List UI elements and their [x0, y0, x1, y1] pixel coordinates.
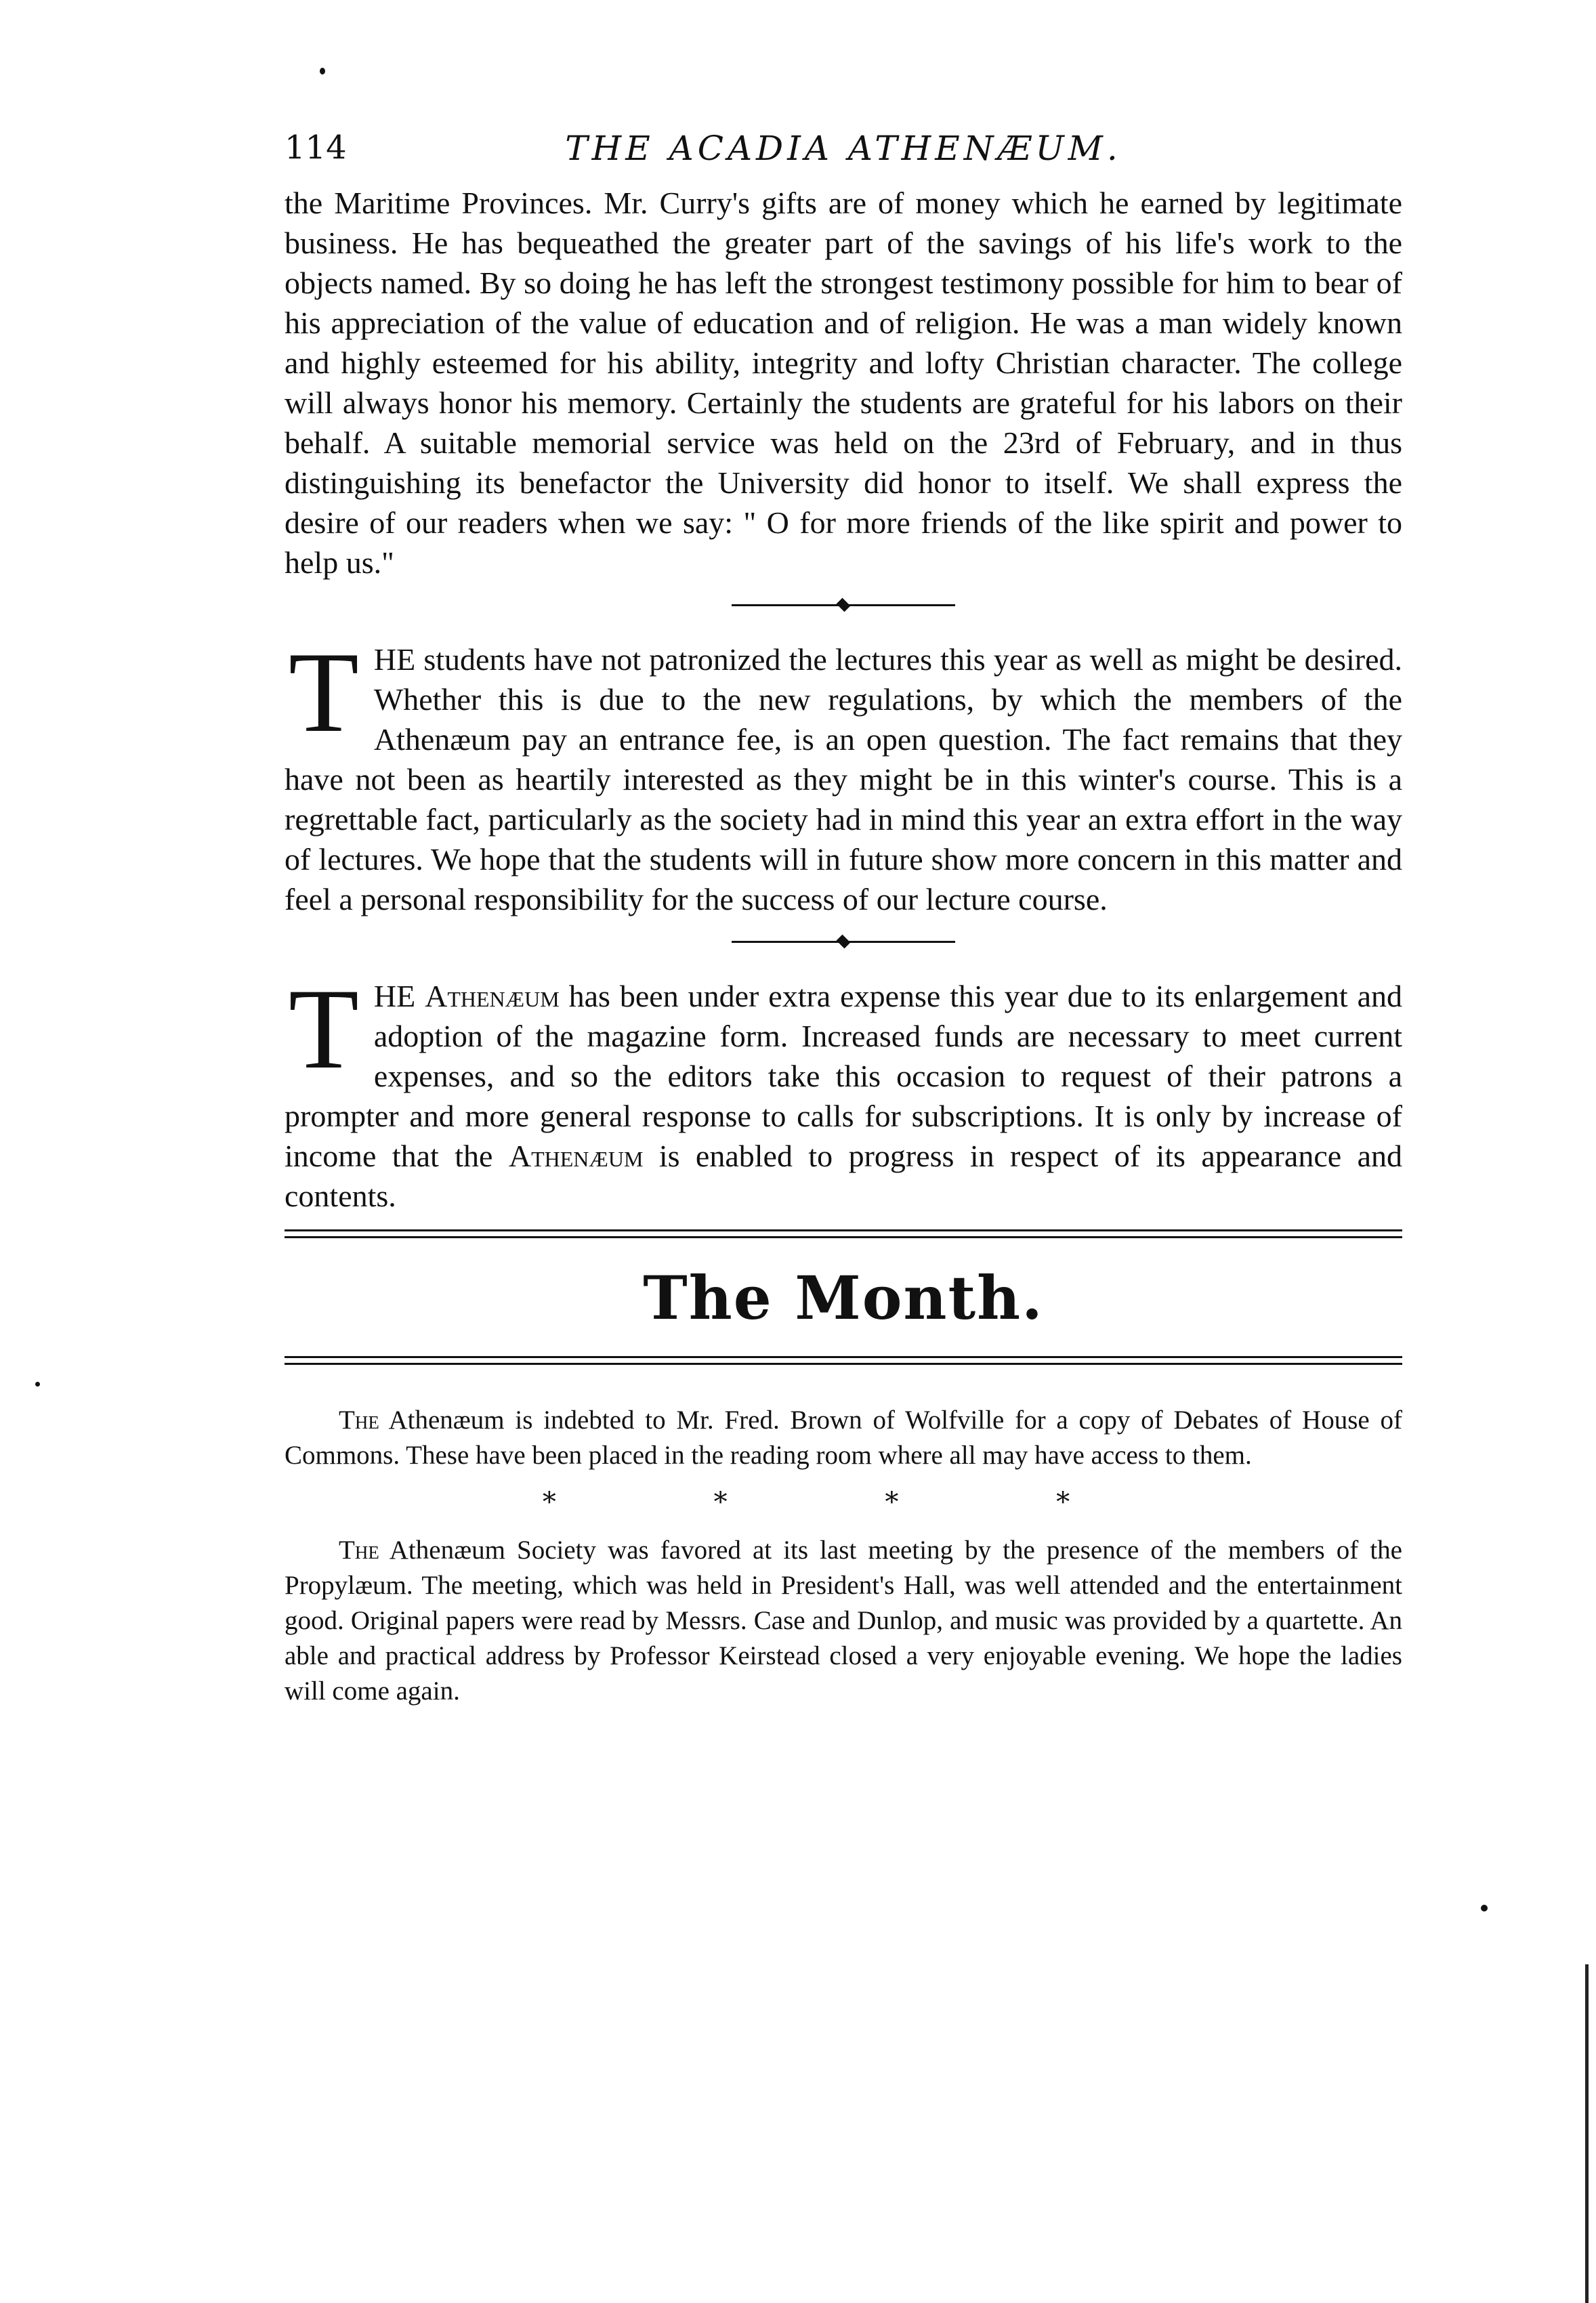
- section-rule-bottom: [285, 1356, 1402, 1365]
- asterisk-divider: * * * *: [542, 1487, 1145, 1518]
- month-item-society: The Athenæum Society was favored at its last meeting by the presence of the members of the Propylæum. The meeting, which was held in President's Hall, was well attended and the entertainment good. Original papers were read by Messrs. Case and Dunlop, and music was provided by a quartette. An able and practical address by Professor Keirstead closed a very enjoyable evening. We hope the ladies will come again.: [285, 1536, 1402, 1706]
- paragraph-curry: the Maritime Provinces. Mr. Curry's gifts are of money which he earned by legitimate business. He has bequeathed the greater part of the savings of his life's work to the objects named. By so doing he has left the strongest testimony possible for him to bear of his appreciation of the value of education and of religion. He was a man widely known and highly esteemed for his ability, integrity and lofty Christian character. The college will always honor his memory. Certainly the students are grateful for his labors on their behalf. A suitable memorial service was held on the 23rd of February, and in thus distinguishing its benefactor the University did honor to itself. We shall express the desire of our readers when we say: " O for more friends of the like spirit and power to help us.": [285, 186, 1402, 580]
- paragraph-expense: THE Athenæum has been under extra expense this year due to its enlargement and adoption of the magazine form. Increased funds are necessary to meet current expenses, and so the editors take this occasion to request of their patrons a prompter and more general response to calls for subscriptions. It is only by increase of income that the Athenæum is enabled to progress in respect of its appearance and contents.: [285, 965, 1403, 1213]
- ornamental-separator: [732, 600, 955, 610]
- section-rule-top: [285, 1229, 1402, 1238]
- ornamental-separator: [732, 937, 955, 946]
- drop-cap: T: [289, 965, 359, 1093]
- journal-page: [285, 102, 1402, 2235]
- page-number: 114: [285, 129, 347, 167]
- section-title-the-month: The Month.: [643, 1263, 1044, 1333]
- paragraph-lectures: [285, 629, 1402, 919]
- ink-dot: [35, 1382, 40, 1387]
- lectures-text: HE students have not patronized the lectures this year as well as might be desired. Whether this is due to the new regulations, by which the members of the Athenæum pay an entrance fee, is an open question. The fact remains that they have not been as heartily interested as they might be in this winter's course. This is a regrettable fact, particularly as the society had in mind this year an extra effort in the way of lectures. We hope that the students will in future show more concern in this matter and feel a personal responsibility for the success of our lecture course.: [285, 642, 1402, 916]
- margin-line: [1585, 1964, 1589, 2303]
- page-header: [285, 115, 1402, 183]
- drop-cap: T: [289, 629, 359, 756]
- month-item-debates: The Athenæum is indebted to Mr. Fred. Brown of Wolfville for a copy of Debates of House of Commons. These have been placed in the reading room where all may have access to them.: [285, 1406, 1402, 1470]
- running-title: THE ACADIA ATHENÆUM.: [565, 129, 1122, 168]
- ink-dot: [1481, 1905, 1488, 1911]
- ink-dot: [320, 68, 325, 75]
